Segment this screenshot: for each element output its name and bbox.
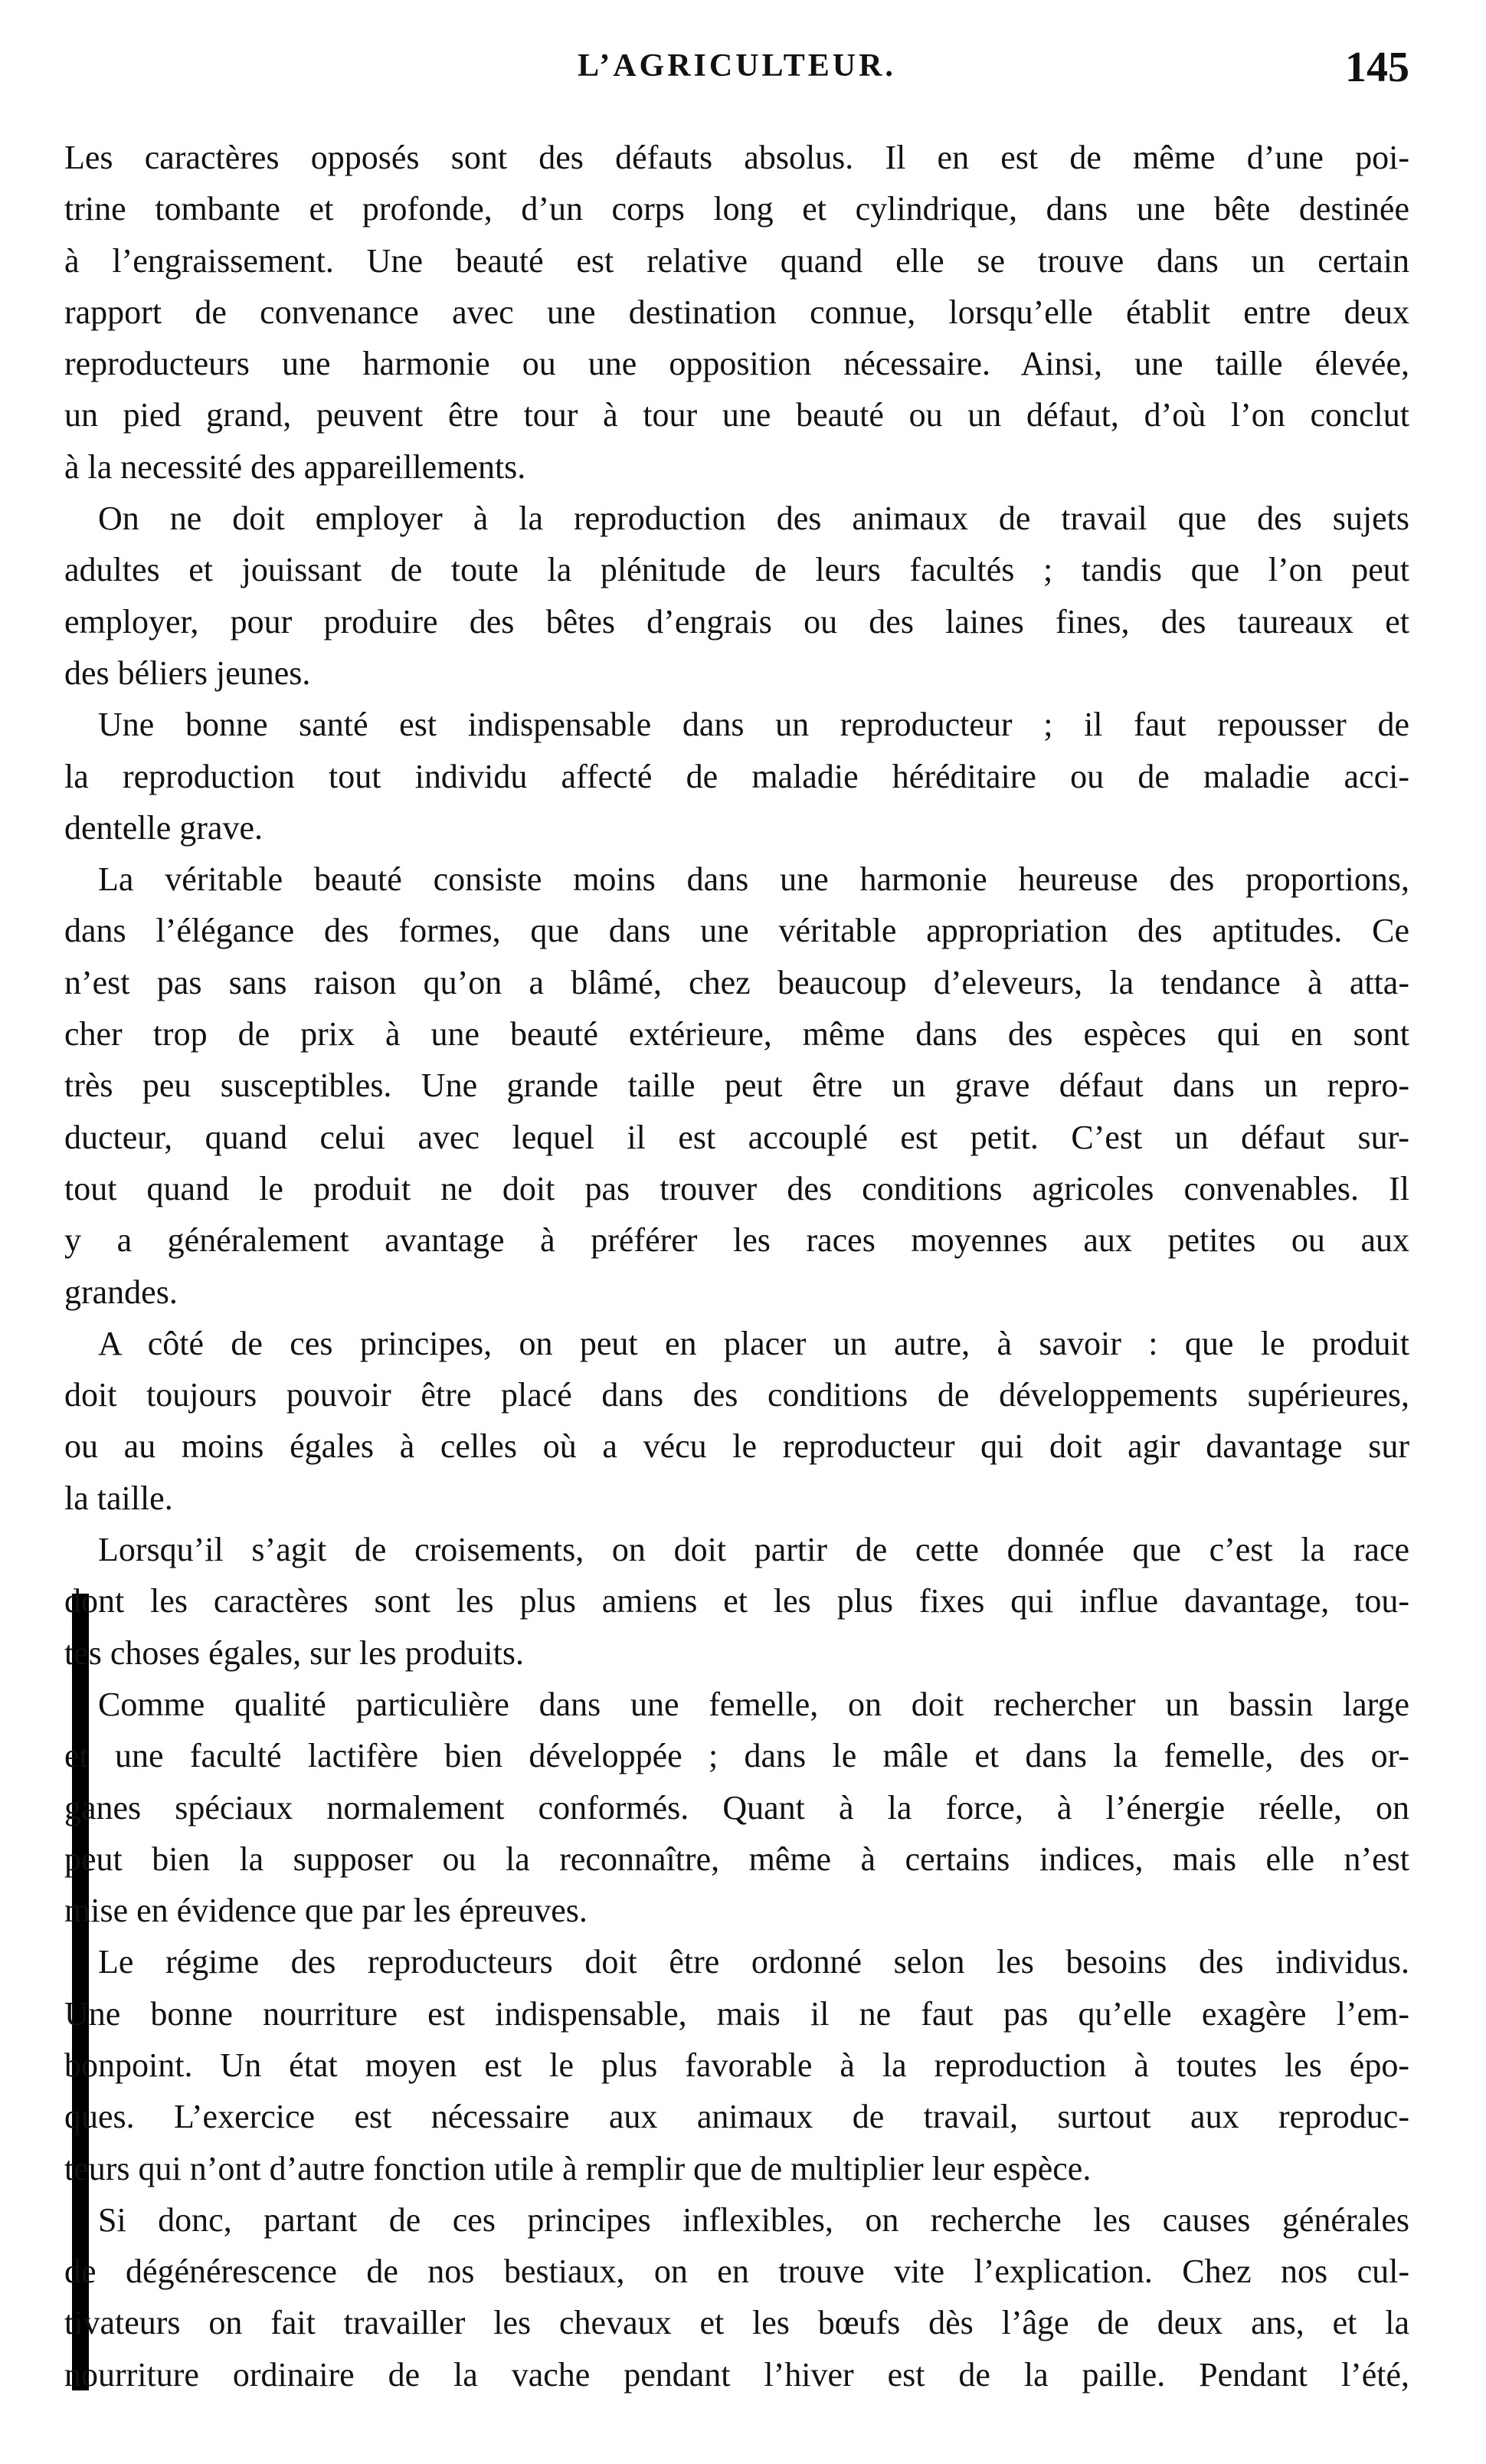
text-line: de dégénérescence de nos bestiaux, on en trouve vite l’explication. Chez nos cul-	[64, 2253, 1409, 2291]
text-line: teurs qui n’ont d’autre fonction utile à remplir que de multiplier leur espèce.	[64, 2149, 1092, 2187]
text-line: et une faculté lactifère bien développée ; dans le mâle et dans la femelle, des or-	[64, 1737, 1409, 1775]
text-line: n’est pas sans raison qu’on a blâmé, chez beaucoup d’eleveurs, la tendance à atta-	[64, 963, 1409, 1001]
running-title: L’AGRICULTEUR.	[578, 48, 896, 84]
text-line: ducteur, quand celui avec lequel il est accouplé est petit. C’est un défaut sur-	[64, 1118, 1409, 1156]
text-line: tout quand le produit ne doit pas trouver des conditions agricoles convenables. Il	[64, 1169, 1409, 1207]
text-line: tivateurs on fait travailler les chevaux et les bœufs dès l’âge de deux ans, et la	[64, 2304, 1409, 2342]
text-line: très peu susceptibles. Une grande taille peut être un grave défaut dans un repro-	[64, 1067, 1409, 1105]
text-line: doit toujours pouvoir être placé dans des conditions de développements supérieures,	[64, 1376, 1409, 1414]
text-line: Si donc, partant de ces principes inflexibles, on recherche les causes générales	[98, 2200, 1409, 2239]
text-line: Le régime des reproducteurs doit être ordonné selon les besoins des individus.	[98, 1943, 1409, 1981]
text-line: des béliers jeunes.	[64, 654, 311, 692]
text-line: A côté de ces principes, on peut en placer un autre, à savoir : que le produit	[98, 1324, 1409, 1362]
text-line: bonpoint. Un état moyen est le plus favorable à la reproduction à toutes les épo-	[64, 2046, 1409, 2084]
text-line: ganes spéciaux normalement conformés. Quant à la force, à l’énergie réelle, on	[64, 1788, 1409, 1827]
text-line: dans l’élégance des formes, que dans une véritable appropriation des aptitudes. Ce	[64, 912, 1409, 950]
text-line: adultes et jouissant de toute la plénitude de leurs facultés ; tandis que l’on peut	[64, 551, 1409, 589]
text-line: ques. L’exercice est nécessaire aux animaux de travail, surtout aux reproduc-	[64, 2098, 1409, 2136]
text-line: cher trop de prix à une beauté extérieure, même dans des espèces qui en sont	[64, 1015, 1409, 1053]
text-line: La véritable beauté consiste moins dans une harmonie heureuse des proportions,	[98, 860, 1409, 899]
text-line: Une bonne santé est indispensable dans un reproducteur ; il faut repousser de	[98, 706, 1409, 744]
text-line: tes choses égales, sur les produits.	[64, 1633, 524, 1672]
text-line: mise en évidence que par les épreuves.	[64, 1892, 588, 1930]
text-line: Une bonne nourriture est indispensable, mais il ne faut pas qu’elle exagère l’em-	[64, 1994, 1409, 2033]
text-line: trine tombante et profonde, d’un corps long et cylindrique, dans une bête destinée	[64, 190, 1409, 228]
text-line: peut bien la supposer ou la reconnaître, même à certains indices, mais elle n’est	[64, 1840, 1409, 1878]
text-line: reproducteurs une harmonie ou une opposition nécessaire. Ainsi, une taille élevée,	[64, 345, 1409, 383]
text-line: nourriture ordinaire de la vache pendant l’hiver est de la paille. Pendant l’été,	[64, 2355, 1409, 2394]
text-line: Lorsqu’il s’agit de croisements, on doit partir de cette donnée que c’est la race	[98, 1531, 1409, 1569]
text-line: dont les caractères sont les plus amiens et les plus fixes qui influe davantage, tou-	[64, 1582, 1409, 1620]
body-text	[64, 132, 1409, 2400]
text-line: grandes.	[64, 1273, 178, 1311]
text-line: la reproduction tout individu affecté de maladie héréditaire ou de maladie acci-	[64, 757, 1409, 795]
text-line: employer, pour produire des bêtes d’engrais ou des laines fines, des taureaux et	[64, 602, 1409, 641]
page-number: 145	[1345, 44, 1409, 91]
text-line: rapport de convenance avec une destination connue, lorsqu’elle établit entre deux	[64, 293, 1409, 331]
text-line: la taille.	[64, 1479, 173, 1517]
text-line: y a généralement avantage à préférer les races moyennes aux petites ou aux	[64, 1221, 1409, 1260]
text-line: à l’engraissement. Une beauté est relative quand elle se trouve dans un certain	[64, 241, 1409, 280]
text-line: On ne doit employer à la reproduction des animaux de travail que des sujets	[98, 500, 1409, 538]
text-line: dentelle grave.	[64, 808, 263, 847]
text-line: à la necessité des appareillements.	[64, 447, 526, 486]
text-line: Comme qualité particulière dans une femelle, on doit rechercher un bassin large	[98, 1685, 1409, 1723]
page-header	[64, 44, 1409, 112]
text-line: Les caractères opposés sont des défauts absolus. Il en est de même d’une poi-	[64, 139, 1409, 176]
text-line: un pied grand, peuvent être tour à tour une beauté ou un défaut, d’où l’on conclut	[64, 396, 1409, 434]
text-line: ou au moins égales à celles où a vécu le reproducteur qui doit agir davantage sur	[64, 1427, 1409, 1466]
